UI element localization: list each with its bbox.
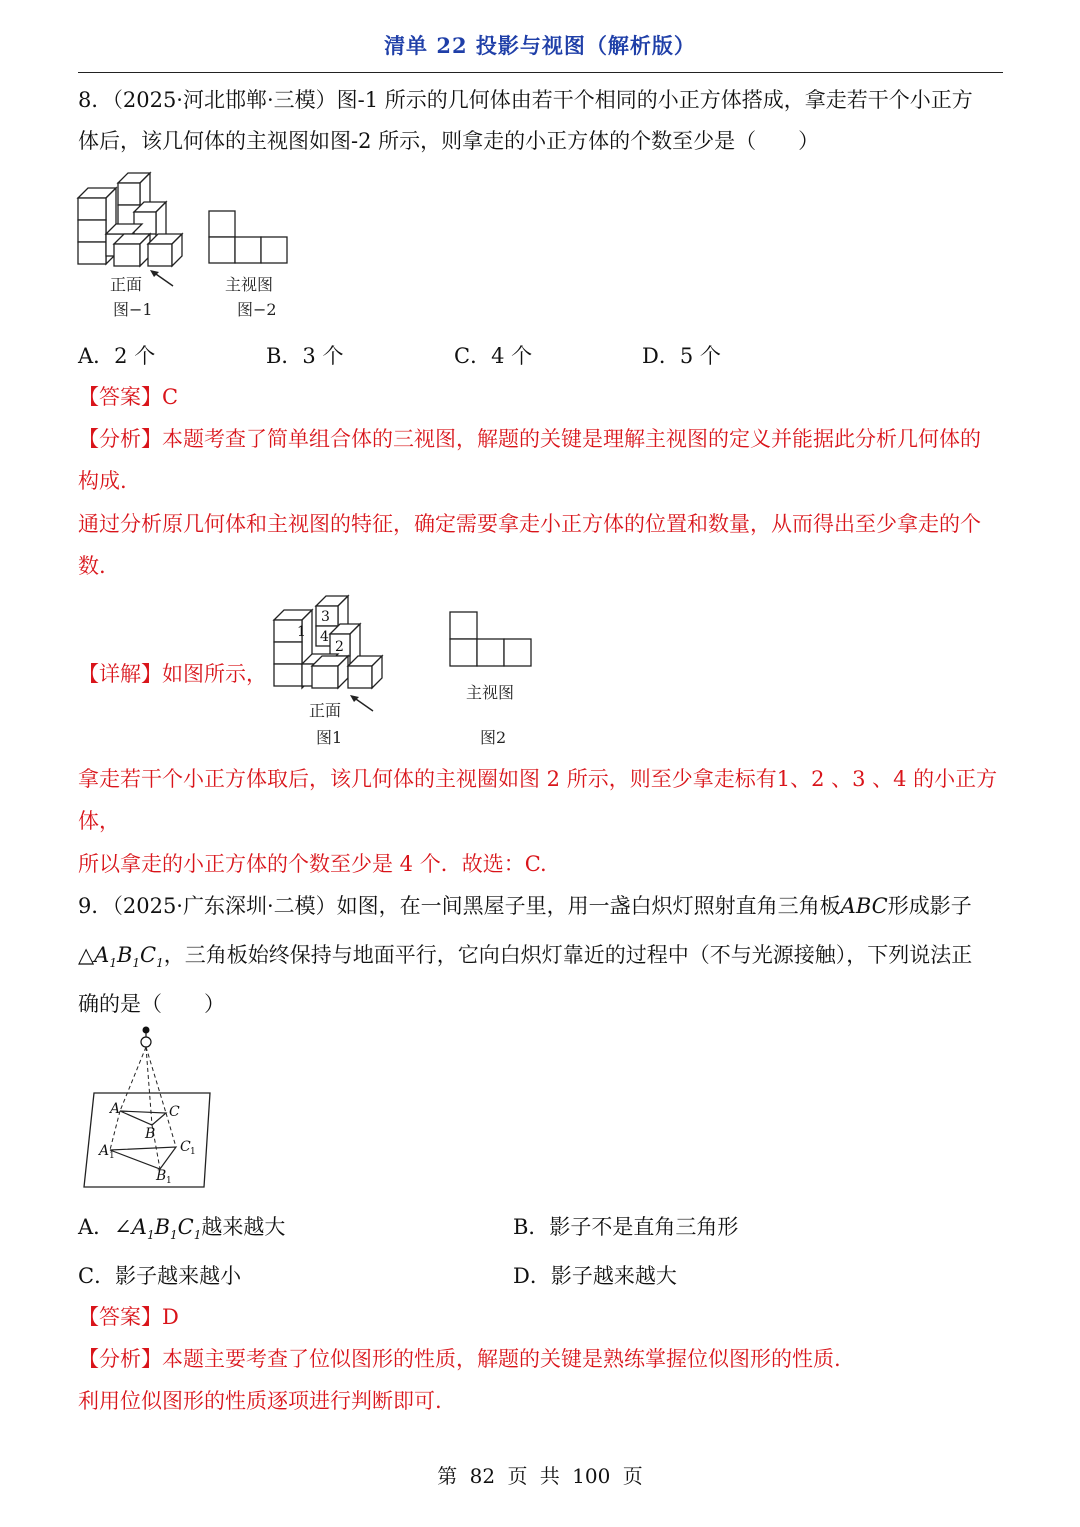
q9-figure-lamp-triangle <box>80 1025 220 1193</box>
q9-option-a: A．$\angle A_1B_1C_1$越来越大 <box>78 1215 286 1243</box>
q8-figure-2-front-view <box>205 206 295 268</box>
q8-fig1-caption: 图−1 <box>113 300 153 319</box>
q9-stem-line3: 确的是（ ） <box>78 992 225 1016</box>
q8-detail-line1: 拿走若干个小正方体取后，该几何体的主视圈如图 2 所示，则至少拿走标有1、2 、3 、4 的小正方 <box>78 767 998 791</box>
q9-option-d: D．影子越来越大 <box>513 1264 677 1288</box>
svg-text:C: C <box>180 1139 191 1155</box>
q8-fig1-caption-front: 正面 <box>110 275 143 294</box>
q8-detail-label: 【详解】如图所示， <box>78 662 267 686</box>
q8-detail-fig2-caption: 图2 <box>480 728 507 747</box>
q8-detail-figure-2 <box>446 608 536 670</box>
front-direction-arrow <box>148 268 178 290</box>
q9-option-b: B．影子不是直角三角形 <box>513 1215 739 1239</box>
q9-analysis-line2: 利用位似图形的性质逐项进行判断即可. <box>78 1389 442 1413</box>
svg-text:B: B <box>145 1126 156 1142</box>
svg-text:A: A <box>99 1143 110 1159</box>
cube-label-4: 4 <box>320 629 329 645</box>
q8-option-d: D．5 个 <box>642 344 721 368</box>
cube-label-2: 2 <box>335 639 344 655</box>
q9-option-c: C．影子越来越小 <box>78 1264 242 1288</box>
q8-analysis-line4: 数. <box>78 554 106 578</box>
q8-detail-figure-1 <box>268 594 388 694</box>
q8-detail-line2: 体， <box>78 809 120 833</box>
q8-option-a: A．2 个 <box>78 344 156 368</box>
svg-text:1: 1 <box>166 1176 172 1186</box>
q9-answer: 【答案】D <box>78 1305 179 1329</box>
q8-option-b: B．3 个 <box>266 344 344 368</box>
q8-fig2-caption: 图−2 <box>237 300 277 319</box>
svg-text:C: C <box>169 1104 180 1120</box>
q9-stem-line2 <box>78 941 1008 977</box>
detail-front-arrow <box>348 693 378 715</box>
q8-fig2-caption-view: 主视图 <box>225 275 274 294</box>
triangle-symbol: △ <box>78 943 95 967</box>
q8-answer: 【答案】C <box>78 385 179 409</box>
cube-label-3: 3 <box>321 609 330 625</box>
svg-text:1: 1 <box>190 1147 196 1157</box>
svg-text:B: B <box>156 1168 167 1184</box>
q8-detail-fig1-front: 正面 <box>309 701 342 720</box>
q9-analysis-line1: 【分析】本题主要考查了位似图形的性质，解题的关键是熟练掌握位似图形的性质. <box>78 1347 841 1371</box>
header-rule <box>78 72 1003 73</box>
q8-analysis-line1: 【分析】本题考查了简单组合体的三视图，解题的关键是理解主视图的定义并能据此分析几何体的 <box>78 427 981 451</box>
q9-a1: $A_1B_1C_1$ <box>94 943 164 971</box>
q8-stem-line1: 8．（2025·河北邯郸·三模）图-1 所示的几何体由若干个相同的小正方体搭成，拿走若干个小正方 <box>78 88 973 112</box>
cube-label-1: 1 <box>297 624 306 640</box>
page-number-footer: 第 82 页 共 100 页 <box>437 1464 643 1488</box>
q8-stem-line2: 体后，该几何体的主视图如图-2 所示，则拿走的小正方体的个数至少是（ ） <box>78 129 820 153</box>
q9-stem-line1 <box>78 892 1008 920</box>
q9-stem-abc: ABC <box>840 894 888 918</box>
page-header-title: 清单 22 投影与视图（解析版） <box>384 33 696 58</box>
q8-detail-fig1-caption: 图1 <box>316 728 343 747</box>
svg-text:1: 1 <box>109 1151 115 1161</box>
q8-analysis-line3: 通过分析原几何体和主视图的特征，确定需要拿走小正方体的位置和数量，从而得出至少拿走的个 <box>78 512 981 536</box>
q8-detail-line3: 所以拿走的小正方体的个数至少是 4 个．故选：C. <box>78 852 547 876</box>
q9-stem-line1-c: 形成影子 <box>887 894 972 918</box>
q8-option-c: C．4 个 <box>454 344 533 368</box>
q9-stem-line2-text: ，三角板始终保持与地面平行，它向白炽灯靠近的过程中（不与光源接触），下列说法正 <box>163 943 973 967</box>
q9-stem-line1-a: 9．（2025·广东深圳·二模）如图，在一间黑屋子里，用一盏白炽灯照射直角三角板 <box>78 894 841 918</box>
q8-analysis-line2: 构成. <box>78 469 127 493</box>
svg-text:A: A <box>110 1101 121 1117</box>
q8-detail-fig2-view: 主视图 <box>466 683 515 702</box>
